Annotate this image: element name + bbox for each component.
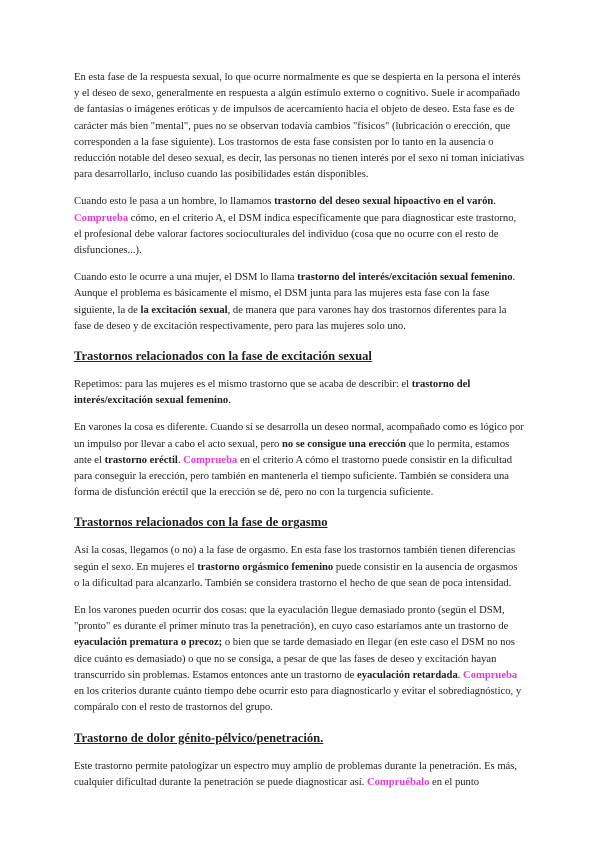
paragraph-8 xyxy=(74,759,524,791)
text-span: En los varones pueden ocurrir dos cosas: que la eyaculación llegue demasiado pronto (según el DSM, "pronto" es durante el primer minuto tras la penetración), en cuyo caso estaríamos ante un trastorno de xyxy=(74,605,509,633)
paragraph-6 xyxy=(74,543,524,592)
paragraph-5 xyxy=(74,420,524,501)
bold-term: trastorno orgásmico femenino xyxy=(197,561,334,573)
bold-term: trastorno eréctil xyxy=(104,454,178,466)
highlight-word: Comprueba xyxy=(74,212,129,224)
text-span: Cuando esto le pasa a un hombre, lo llamamos xyxy=(74,196,275,208)
text-span: que lo permita, estamos ante el xyxy=(74,438,510,466)
text-span: . xyxy=(457,669,464,681)
text-span: . Aunque el problema es básicamente el mismo, el DSM junta para las mujeres esta fase con la fase siguiente, la de xyxy=(74,272,516,316)
highlight-word: Comprueba xyxy=(183,454,238,466)
text-span: Así la cosas, llegamos (o no) a la fase de orgasmo. En esta fase los trastornos también tienen diferencias según el sexo. En mujeres el xyxy=(74,545,516,573)
paragraph-1 xyxy=(74,70,524,183)
bold-term: trastorno del deseo sexual hipoactivo en el varón xyxy=(274,196,494,208)
bold-term: no se consigue una erección xyxy=(281,438,406,450)
bold-term: eyaculación prematura o precoz; xyxy=(74,637,223,649)
section-heading-orgasm: Trastornos relacionados con la fase de orgasmo xyxy=(74,515,328,530)
bold-term: eyaculación retardada xyxy=(357,669,458,681)
paragraph-text: En esta fase de la respuesta sexual, lo que ocurre normalmente es que se despierta en la persona el interés y el deseo de sexo, generalmente en respuesta a algún estímulo externo o cognitivo. Suele ir acompañado de fantasías o imágenes eróticas y de impulsos de acercamiento hacia el objeto de deseo. Esta fase es de carácter más bien "mental", pues no se observan todavía cambios "físicos" (lubricación o erección, que corresponden a la fase siguiente). Los trastornos de esta fase consisten por lo tanto en la ausencia o reducción notable del deseo sexual, es decir, las personas no tienen interés por el sexo ni toman iniciativas para desarrollarlo, incluso cuando las posibilidades están disponibles. xyxy=(74,72,524,181)
text-span: . xyxy=(177,454,184,466)
paragraph-2 xyxy=(74,194,524,259)
text-span: en el punto xyxy=(429,776,480,788)
bold-term: la excitación sexual xyxy=(140,304,228,316)
text-span: Este trastorno permite patologizar un espectro muy amplio de problemas durante la penetración. Es más, cualquier dificultad durante la penetración se puede diagnosticar así. xyxy=(74,760,518,788)
paragraph-3 xyxy=(74,270,524,335)
text-span: . xyxy=(228,395,231,407)
text-span: Repetimos: para las mujeres es el mismo trastorno que se acaba de describir: el xyxy=(74,379,412,391)
paragraph-7 xyxy=(74,603,524,716)
bold-term: trastorno del interés/excitación sexual femenino xyxy=(297,272,513,284)
section-heading-excitation: Trastornos relacionados con la fase de excitación sexual xyxy=(74,349,372,364)
highlight-word: Compruébalo xyxy=(366,776,430,788)
section-heading-pain: Trastorno de dolor génito-pélvico/penetración. xyxy=(74,730,324,745)
highlight-word: Comprueba xyxy=(463,669,518,681)
text-span: en los criterios durante cuánto tiempo debe ocurrir esto para diagnosticarlo y evitar el sobrediagnóstico, y compáralo con el resto de trastornos del grupo. xyxy=(74,686,522,714)
bold-term: trastorno del interés/excitación sexual femenino xyxy=(74,379,471,407)
text-span: . xyxy=(493,196,496,208)
text-span: en el criterio A cómo el trastorno puede consistir en la dificultad para conseguir la erección, pero también en mantenerla el tiempo suficiente. También se considera una forma de disfunción eréctil que la erección se dé, pero no con la turgencia suficiente. xyxy=(74,454,513,499)
text-span: Cuando esto le ocurre a una mujer, el DSM lo llama xyxy=(74,272,298,284)
text-span: puede consistir en la ausencia de orgasmos o la dificultad para alcanzarlo. También se considera trastorno el hecho de que sean de poca intensidad. xyxy=(74,561,518,589)
text-span: En varones la cosa es diferente. Cuando sí se desarrolla un deseo normal, acompañado como es lógico por un impulso por llevar a cabo el acto sexual, pero xyxy=(74,422,524,450)
text-span: , de manera que para varones hay dos trastornos diferentes para la fase de deseo y de excitación respectivamente, pero para las mujeres solo uno. xyxy=(74,304,507,332)
text-span: o bien que se tarde demasiado en llegar (en este caso el DSM no nos dice cuánto es demasiado) o que no se consiga, a pesar de que las fases de deseo y excitación hayan transcurrido sin problemas. Estamos entonces ante un trastorno de xyxy=(74,637,515,681)
text-span: cómo, en el criterio A, el DSM indica específicamente que para diagnosticar este trastorno, el profesional debe valorar factores socioculturales del individuo (cosa que no ocurre con el resto de disfunciones...). xyxy=(74,212,517,257)
paragraph-4 xyxy=(74,377,524,409)
